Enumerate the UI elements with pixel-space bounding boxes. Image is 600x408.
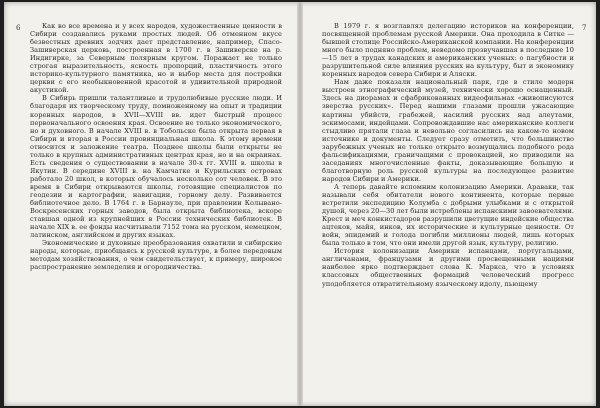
book-gutter — [297, 2, 303, 406]
book-spread — [4, 2, 596, 406]
left-paragraph-1: Как во все времена и у всех народов, художественные ценности в Сибири создавались руками простых людей. Об отменном вкусе безвестных древних зодчих дает представление, например, Спасо-Зашиверская церковь, построенная в 1700 г. в Зашиверске на р. Индигирке, за Северным полярным кругом. Поражает не только строгая выразительность, ясность пропорций, пластичность этого историко-культурного памятника, но и выбор места для постройки церкви с его необыкновенной красотой и удивительной природной акустикой. — [30, 22, 282, 95]
page-number-left: 6 — [16, 24, 21, 32]
right-paragraph-1: В 1979 г. я возглавлял делегацию историков на конференции, посвященной проблемам русской Америки. Она проходила в Ситке — бывшей столице Российско-Американской компании. На конференции много было подняно проблем, неведомо прозвучавшая в последние 10—15 лет в трудах канадских и американских ученых: о пагубности и разрушительной силе влияния русских на культуру, быт и экономику коренных народов севера Сибири и Аляски. — [322, 22, 574, 79]
left-page — [30, 22, 282, 398]
left-paragraph-3: Экономические и духовные преобразования охватили и сибирские народы, которые, приобщаясь к русской культуре, в более передовым методам хозяйствования, о чем свидетельствует, к примеру, широкое распространение земледелия и огородничества. — [30, 239, 282, 272]
page-number-right: 7 — [582, 24, 587, 32]
right-page — [322, 22, 574, 398]
left-paragraph-2: В Сибирь пришли талантливые и трудолюбивые русские люди. И благодаря их творческому труду, помноженному на опыт и традиции коренных народов, в XVII—XVIII вв. идет быстрый процесс первоначального освоения края. Освоение не только экономического, но и духовного. В начале XVIII в. в Тобольске была открыта первая в Сибири и вторая в России провинциальная школа. К этому времени относится и заложение театра. Позднее школы были открыты не только в крупных административных центрах края, но и на окраинах. Есть сведения о существовании в начале 30-х гг. XVIII в. школы в Якутии. В середине XVIII в. на Камчатке и Курильских островах работало 20 школ, в которых обучалось несколько сот человек. В это время в Сибири открываются школы, готовящие специалистов по геодезии и картографии, навигации, горному делу. Развивается библиотечное дело. В 1764 г. в Барнауле, при правлении Колывано-Воскресенских горных заводов, была открыта библиотека, вскоре ставшая одной из крупнейших в России технических библиотек. В начале XIX в. ее фонды насчитывали 7152 тома на русском, немецком, латинском, английском и других языках. — [30, 94, 282, 240]
right-paragraph-4: История колонизации Америки испанцами, португальцами, англичанами, французами и другими просвещенными нациями наиболее ярко подтверждает слова К. Маркса, что в условиях классовых общественных формаций человеческий прогресс уподобляется отвратительному языческому идолу, пьющему — [322, 247, 574, 288]
right-paragraph-3: А теперь давайте вспомним колонизацию Америки. Араваки, так называли себя обитатели нового континента, которые первые встретили экспедицию Колумба с добрыми улыбками и с открытой душой, через 20—30 лет были истреблены испанскими завоевателями. Крест и меч конкистадоров разрушили цветущие индейские общества ацтеков, майя, инков, их исторические и культурные ценности. От войн, эпидемий и голода погибли миллионы людей, лишь которых была только в том, что они имели другой язык, культуру, религию. — [322, 182, 574, 248]
right-paragraph-2: Нам даже показали национальный парк, где в стиле модерн выстроен этнографический музей, технически хорошо оснащенный. Здесь на диорамах и сфабрикованных видеофильмах «живописуются зверства русских». Перед нашими глазами прошли ужасающие картины убийств, грабежей, насилий русских над алеутами, эскимосами, индейцами. Сопровождавшие нас американские коллеги стыдливо прятали глаза и невольно согласились на каком-то новом источнике и документы. Следует сразу отметить, что большинство зарубежных ученых не только открыто возмущались подобного рода фальсификациями, граничащими с провокацией, но приводили на заседаниях многочисленные факты, доказывающие большую и благотворную роль русской культуры на последующее развитие народов Сибири и Америки. — [322, 78, 574, 183]
